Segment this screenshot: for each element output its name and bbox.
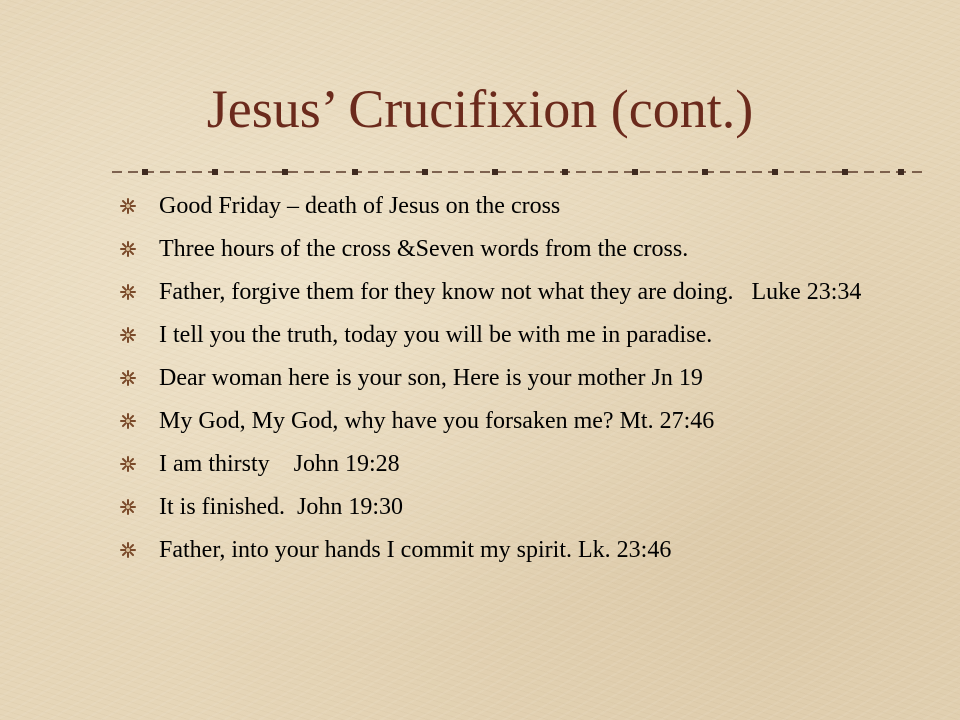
bullet-item: [120, 364, 910, 393]
bullet-item: [120, 235, 910, 264]
bullet-text: Three hours of the cross &Seven words from the cross.: [159, 236, 689, 262]
bullet-item: [120, 493, 910, 522]
bullet-text: Good Friday – death of Jesus on the cross: [159, 193, 561, 219]
bullet-item: [120, 192, 910, 221]
bullet-text: Father, into your hands I commit my spirit. Lk. 23:46: [159, 537, 672, 563]
bullet-text: Father, forgive them for they know not what they are doing. Luke 23:34: [159, 279, 862, 305]
asterisk-star-icon: [120, 413, 136, 429]
bullet-item: [120, 450, 910, 479]
bullet-text: I tell you the truth, today you will be with me in paradise.: [159, 322, 713, 348]
bullet-text: It is finished. John 19:30: [159, 494, 403, 520]
slide-title: Jesus’ Crucifixion (cont.): [206, 79, 754, 139]
bullet-item: [120, 536, 910, 565]
asterisk-star-icon: [120, 284, 136, 300]
asterisk-star-icon: [120, 499, 136, 515]
bullet-text: Dear woman here is your son, Here is your mother Jn 19: [159, 365, 703, 391]
bullet-item: [120, 278, 910, 307]
asterisk-star-icon: [120, 456, 136, 472]
bullet-list: [120, 192, 910, 579]
asterisk-star-icon: [120, 327, 136, 343]
bullet-item: [120, 321, 910, 350]
bullet-item: [120, 407, 910, 436]
asterisk-star-icon: [120, 542, 136, 558]
bullet-text: My God, My God, why have you forsaken me? Mt. 27:46: [159, 408, 715, 434]
title-divider: [112, 164, 928, 180]
asterisk-star-icon: [120, 370, 136, 386]
asterisk-star-icon: [120, 198, 136, 214]
bullet-text: I am thirsty John 19:28: [159, 451, 400, 477]
asterisk-star-icon: [120, 241, 136, 257]
